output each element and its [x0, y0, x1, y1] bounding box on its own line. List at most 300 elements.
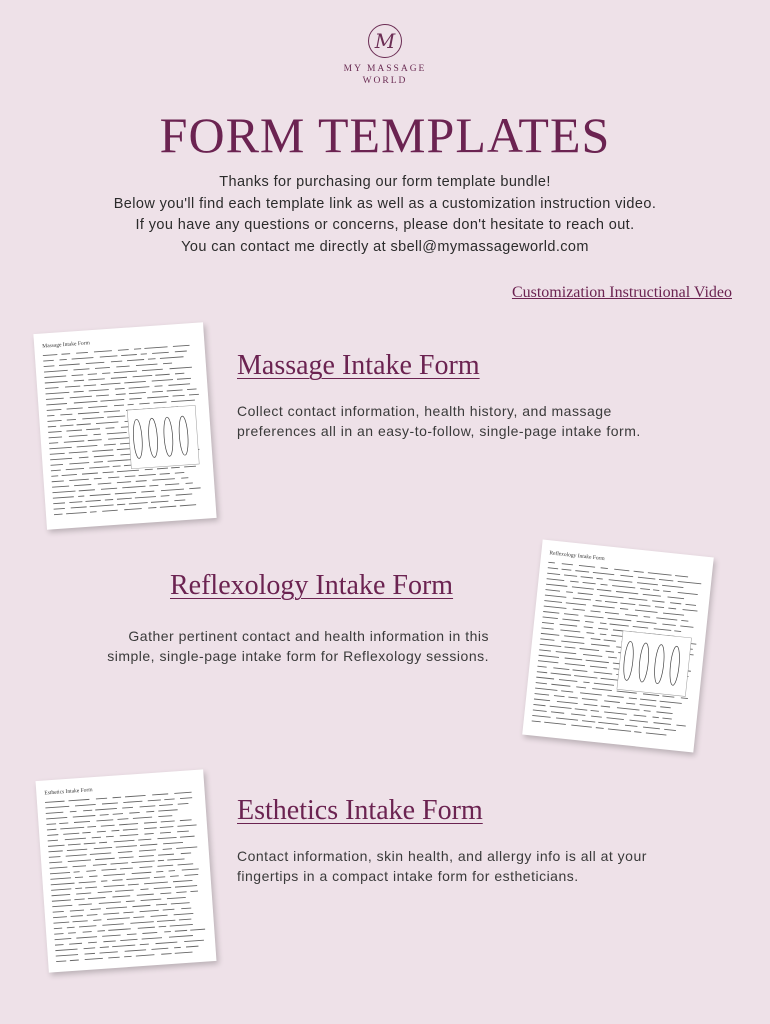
form-line [570, 581, 578, 582]
form-line [634, 732, 641, 733]
form-line [539, 655, 559, 657]
reflexology-form-thumbnail[interactable] [522, 540, 714, 753]
form-line [170, 876, 179, 877]
form-line [616, 592, 638, 594]
form-line [177, 825, 196, 826]
form-line [47, 420, 61, 421]
form-line [538, 661, 558, 663]
form-line [137, 894, 154, 895]
form-line [158, 810, 177, 811]
form-line [123, 801, 142, 802]
form-line [88, 374, 97, 375]
form-line [74, 391, 84, 392]
form-line [129, 387, 150, 388]
massage-form-thumbnail[interactable] [33, 322, 216, 529]
form-line [106, 836, 114, 837]
form-line [87, 826, 96, 827]
form-line [184, 874, 198, 875]
form-line [168, 384, 190, 386]
description-line: Contact information, skin health, and allergy info is all at your [237, 848, 647, 864]
form-line [536, 677, 554, 679]
form-line [46, 403, 67, 404]
form-line [545, 590, 560, 592]
form-line [145, 469, 153, 470]
form-line [532, 721, 541, 722]
form-line [70, 910, 84, 911]
form-line [55, 949, 77, 951]
form-line [44, 366, 55, 367]
form-line [82, 832, 90, 833]
form-line [160, 893, 171, 894]
form-line [654, 629, 671, 631]
form-line [614, 569, 629, 571]
form-line [98, 483, 111, 484]
form-line [575, 709, 588, 710]
logo-wordmark: MY MASSAGE WORLD [343, 64, 427, 86]
form-line [534, 699, 550, 701]
form-line [604, 712, 627, 714]
form-line [132, 905, 150, 906]
form-line [190, 891, 198, 892]
esthetics-form-thumbnail[interactable] [36, 769, 217, 972]
form-line [640, 705, 656, 707]
form-line [56, 961, 66, 962]
form-line [154, 877, 165, 878]
form-line [100, 952, 118, 953]
form-line [660, 701, 682, 703]
form-line [102, 803, 118, 804]
form-line [157, 837, 176, 838]
form-line [69, 463, 89, 464]
form-line [668, 608, 676, 609]
form-line [117, 482, 131, 483]
form-line [88, 440, 102, 441]
form-line [546, 584, 567, 586]
form-line [53, 922, 69, 923]
diagram-box [127, 405, 199, 468]
form-line [69, 479, 89, 480]
form-line [53, 911, 64, 912]
form-line [572, 587, 594, 589]
form-line [101, 869, 116, 870]
form-line [52, 905, 72, 906]
form-line [66, 468, 84, 469]
form-line [46, 817, 67, 818]
form-line [90, 505, 114, 507]
form-line [163, 849, 172, 850]
form-line [571, 714, 585, 715]
form-line [596, 600, 602, 601]
form-line [678, 581, 702, 583]
form-line [103, 472, 114, 473]
form-line [681, 620, 688, 621]
form-line [79, 926, 96, 927]
form-line [175, 930, 187, 931]
form-line [50, 878, 71, 879]
form-line [113, 797, 122, 798]
form-line [178, 864, 194, 865]
form-line [670, 603, 681, 604]
form-line [544, 722, 566, 724]
form-line [69, 452, 88, 453]
form-line [46, 398, 64, 399]
form-line [54, 508, 65, 509]
form-line [583, 582, 596, 583]
form-line [597, 589, 611, 591]
form-line [175, 952, 193, 953]
form-line [68, 933, 76, 934]
form-line [161, 496, 170, 497]
form-line [61, 354, 70, 355]
form-line [186, 483, 193, 484]
form-line [140, 910, 159, 911]
form-line [161, 821, 175, 822]
form-line [120, 835, 138, 836]
form-line [67, 849, 87, 850]
form-line [578, 593, 593, 595]
form-line [662, 696, 674, 697]
form-line [88, 406, 107, 407]
form-line [96, 395, 109, 396]
form-line [129, 812, 139, 813]
form-line [103, 941, 115, 942]
form-line [124, 956, 131, 957]
form-line [597, 578, 603, 579]
form-line [158, 816, 172, 817]
form-line [594, 672, 612, 674]
form-line [103, 874, 125, 876]
form-line [85, 887, 97, 888]
form-line [655, 607, 664, 608]
form-line [152, 479, 174, 481]
form-line [47, 415, 54, 416]
form-line [660, 707, 670, 708]
form-line [544, 606, 567, 608]
form-line [48, 431, 61, 432]
form-line [562, 564, 573, 565]
form-line [564, 575, 577, 576]
form-line [598, 628, 608, 629]
form-line [646, 733, 666, 735]
form-line [117, 504, 125, 505]
form-line [47, 409, 62, 410]
form-line [126, 878, 149, 880]
form-line [629, 598, 648, 600]
form-line [584, 627, 593, 628]
form-line [573, 670, 588, 672]
form-line [117, 470, 139, 472]
form-line [48, 426, 56, 427]
form-line [71, 916, 83, 917]
form-line [64, 441, 84, 442]
form-line [125, 795, 145, 796]
form-line [173, 345, 190, 346]
form-line [126, 901, 135, 902]
form-line [171, 467, 180, 468]
form-line [652, 601, 664, 602]
form-line [170, 367, 192, 369]
esthetics-intake-form-link[interactable]: Esthetics Intake Form [237, 795, 483, 826]
form-line [590, 666, 607, 668]
esthetics-intake-description [237, 846, 647, 886]
thumbnail-title: Esthetics Intake Form [44, 787, 93, 797]
customization-video-link[interactable]: Customization Instructional Video [511, 284, 732, 301]
form-line [566, 603, 586, 605]
form-line [564, 614, 578, 616]
form-line [594, 683, 614, 685]
form-line [121, 355, 137, 356]
form-line [107, 432, 127, 433]
form-line [60, 359, 67, 360]
form-line [60, 425, 73, 426]
form-line [104, 444, 116, 445]
form-line [70, 960, 79, 961]
form-line [586, 633, 594, 634]
form-line [47, 824, 57, 825]
form-line [79, 904, 92, 905]
form-line [46, 392, 70, 394]
form-line [142, 938, 162, 939]
form-line [159, 926, 167, 927]
form-line [115, 492, 136, 493]
form-line [157, 468, 168, 469]
form-line [69, 502, 82, 503]
form-line [79, 882, 96, 883]
form-line [644, 711, 651, 712]
form-line [545, 595, 566, 597]
form-line [683, 610, 698, 612]
form-line [605, 601, 617, 602]
form-line [74, 380, 84, 381]
form-line [154, 402, 167, 403]
form-line [50, 872, 70, 873]
form-line [90, 494, 111, 495]
form-line [96, 422, 118, 424]
form-line [144, 347, 167, 349]
form-line [112, 896, 130, 897]
form-line [544, 601, 562, 603]
form-line [157, 865, 173, 866]
form-line [181, 908, 191, 909]
form-line [115, 890, 133, 891]
form-line [94, 847, 112, 848]
form-line [73, 866, 86, 867]
form-line [101, 488, 117, 489]
form-line [181, 853, 191, 854]
form-line [160, 506, 176, 507]
form-line [107, 918, 130, 920]
form-line [74, 484, 91, 485]
form-line [106, 907, 127, 908]
form-line [53, 497, 74, 498]
form-line [584, 616, 603, 618]
form-line [116, 366, 129, 367]
form-line [674, 631, 681, 632]
form-line [620, 603, 635, 605]
form-line [52, 491, 75, 493]
form-line [590, 611, 600, 612]
form-line [120, 939, 137, 940]
intro-line: Thanks for purchasing our form template bundle! [219, 174, 551, 190]
form-line [52, 900, 71, 901]
form-line [554, 696, 565, 697]
form-line [173, 395, 185, 396]
form-line [144, 822, 157, 823]
form-line [148, 359, 156, 360]
form-line [54, 514, 62, 515]
form-line [49, 862, 62, 863]
form-line [75, 877, 83, 878]
form-line [51, 889, 71, 890]
form-line [50, 458, 72, 460]
form-line [580, 648, 600, 650]
form-line [160, 473, 170, 474]
form-line [174, 913, 194, 914]
form-line [66, 512, 87, 513]
form-line [638, 577, 655, 579]
form-line [639, 605, 651, 606]
form-line [640, 589, 650, 590]
form-line [643, 694, 659, 696]
form-line [108, 460, 131, 462]
form-line [54, 934, 63, 935]
form-line [68, 844, 81, 845]
form-line [576, 687, 586, 688]
form-line [140, 844, 157, 845]
form-line [157, 920, 175, 921]
form-line [122, 486, 145, 488]
intro-line: Below you'll find each template link as well as a customization instruction video. [113, 195, 657, 212]
form-line [90, 853, 111, 854]
form-line [663, 613, 684, 615]
form-line [607, 696, 623, 698]
form-line [601, 706, 610, 707]
form-line [592, 689, 612, 691]
form-line [583, 654, 602, 656]
form-line [56, 955, 78, 957]
form-line [663, 591, 671, 592]
form-line [556, 652, 576, 654]
form-line [107, 416, 125, 417]
form-line [76, 352, 88, 353]
form-line [86, 871, 95, 872]
form-line [161, 489, 184, 491]
form-line [47, 835, 58, 836]
form-line [124, 509, 141, 510]
form-line [140, 889, 148, 890]
form-line [116, 846, 137, 847]
form-line [608, 729, 631, 731]
form-line [180, 836, 195, 837]
form-line [580, 693, 602, 695]
form-line [593, 572, 614, 574]
form-line [45, 806, 69, 808]
form-line [568, 697, 577, 698]
diagram-box [617, 631, 692, 697]
intro-line: You can contact me directly at sbell@mymassageworld.com [181, 238, 589, 255]
form-line [681, 698, 688, 699]
form-line [156, 942, 178, 944]
form-line [136, 955, 155, 956]
massage-intake-form-link[interactable]: Massage Intake Form [237, 350, 480, 381]
form-line [113, 466, 121, 467]
form-line [111, 830, 119, 831]
form-line [535, 688, 557, 690]
form-line [536, 683, 547, 684]
form-line [605, 612, 619, 613]
form-line [178, 803, 189, 804]
form-line [559, 680, 577, 682]
form-line [662, 585, 683, 587]
form-line [582, 721, 595, 722]
thumbnail-title: Massage Intake Form [42, 340, 91, 350]
form-line [112, 880, 122, 881]
form-line [581, 577, 593, 578]
form-line [85, 958, 103, 959]
form-line [89, 876, 97, 877]
form-line [139, 867, 152, 868]
form-line [89, 390, 109, 391]
form-line [100, 399, 124, 401]
form-line [135, 497, 156, 498]
form-line [653, 723, 670, 725]
form-line [160, 832, 171, 833]
form-line [174, 500, 185, 501]
form-line [177, 378, 191, 379]
form-line [59, 364, 80, 365]
form-line [76, 937, 97, 938]
form-line [63, 833, 79, 834]
description-line: Collect contact information, health history, and massage [237, 403, 612, 419]
form-line [95, 367, 110, 368]
form-line [152, 380, 173, 381]
form-line [610, 624, 629, 626]
form-line [617, 691, 637, 693]
reflexology-intake-form-link[interactable]: Reflexology Intake Form [170, 570, 454, 601]
form-line [659, 579, 673, 581]
form-line [625, 615, 638, 616]
form-line [171, 400, 195, 402]
intro-text [0, 172, 770, 258]
form-line [52, 894, 71, 895]
form-line [94, 462, 103, 463]
form-line [94, 351, 112, 352]
form-line [613, 630, 624, 631]
form-line [591, 639, 601, 640]
form-line [65, 838, 86, 839]
form-line [139, 403, 149, 404]
form-line [676, 725, 685, 726]
form-line [547, 579, 565, 581]
form-line [45, 801, 65, 802]
form-line [118, 852, 132, 853]
form-line [541, 628, 553, 629]
form-line [575, 571, 589, 572]
form-line [174, 792, 191, 793]
form-line [620, 575, 633, 576]
form-line [653, 717, 659, 718]
form-line [45, 381, 68, 383]
form-line [84, 843, 96, 844]
form-line [591, 644, 610, 646]
form-line [99, 842, 107, 843]
form-line [601, 678, 619, 680]
form-line [132, 861, 155, 863]
form-line [52, 481, 64, 482]
form-line [51, 883, 75, 885]
form-line [108, 929, 131, 931]
form-line [147, 396, 168, 397]
